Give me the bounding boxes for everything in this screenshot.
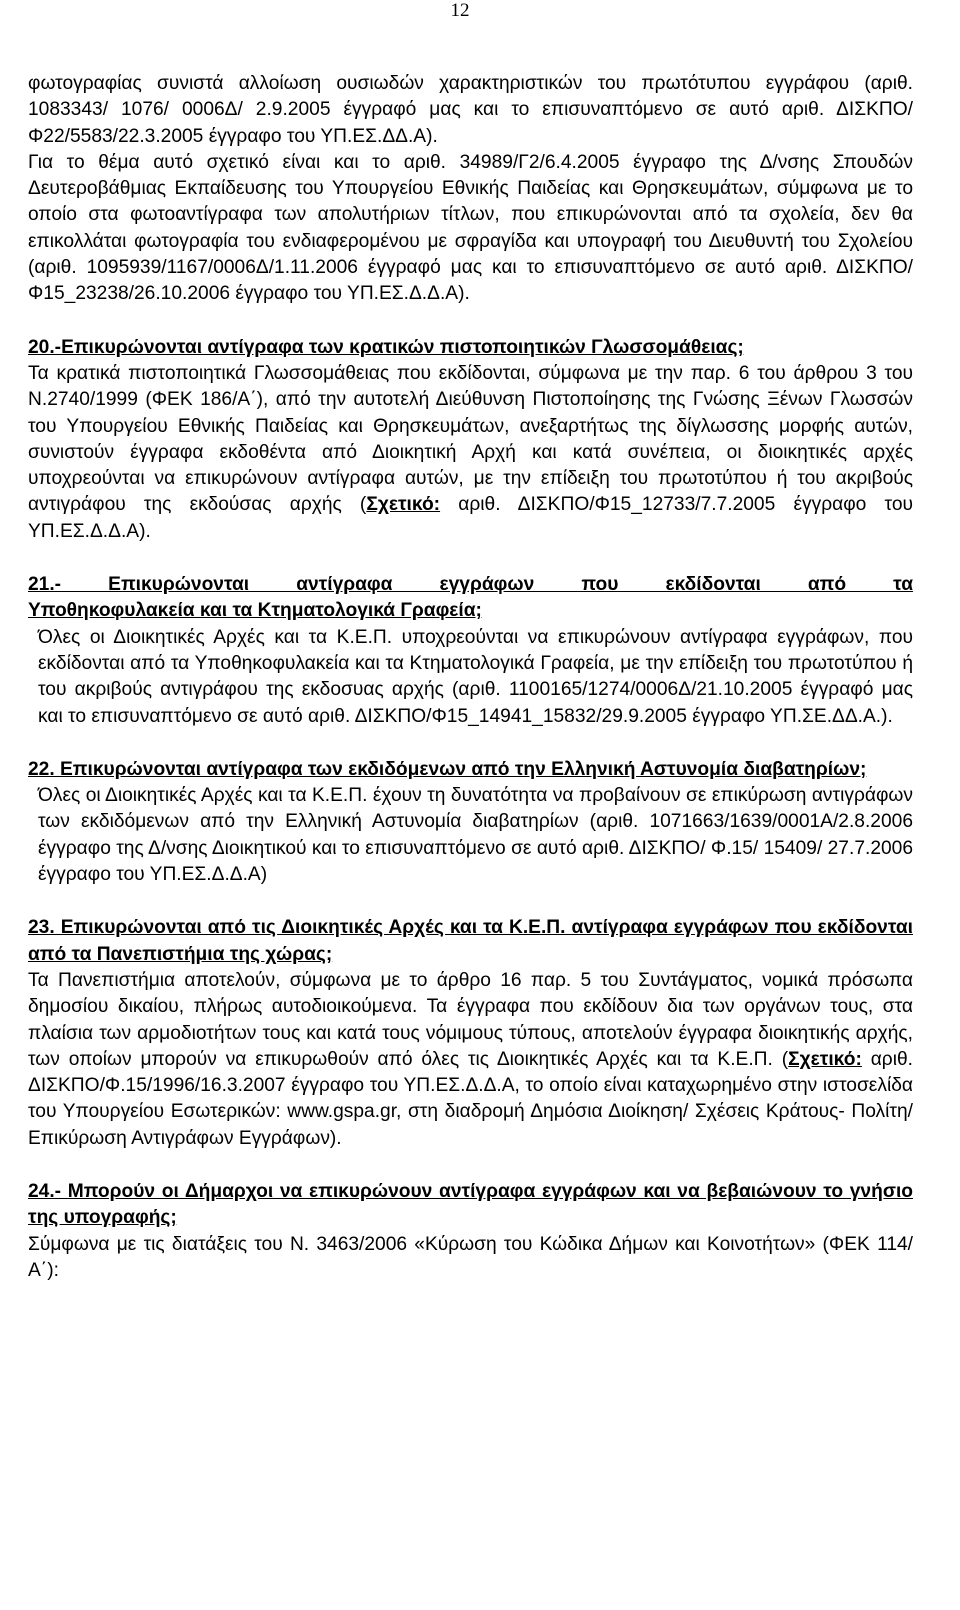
section-23-body-text-end: αριθ. ΔΙΣΚΠΟ/Φ.15/1996/16.3.2007 έγγραφο του ΥΠ.ΕΣ.Δ.Δ.Α, το οποίο είναι καταχωρημένο στην ιστοσελίδα του Υπουργείου Εσωτερικών: www.gspa.gr, στη διαδρομή Δημόσια Διοίκηση/ Σχέσεις Κράτους- Πολίτη/ Επικύρωση Αντιγράφων Εγγράφων). bbox=[28, 1048, 913, 1149]
section-23-reference-label: Σχετικό: bbox=[788, 1048, 862, 1070]
section-23-body bbox=[28, 968, 913, 1152]
section-23-heading: 23. Επικυρώνονται από τις Διοικητικές Αρχές και τα Κ.Ε.Π. αντίγραφα εγγράφων που εκδίδονται από τα Πανεπιστήμια της χώρας; bbox=[28, 917, 913, 965]
section-24-body: Σύμφωνα με τις διατάξεις του Ν. 3463/2006 «Κύρωση του Κώδικα Δήμων και Κοινοτήτων» (ΦΕΚ 114/Α΄): bbox=[28, 1233, 913, 1281]
spacer bbox=[28, 545, 913, 572]
spacer bbox=[28, 730, 913, 757]
section-22-heading: 22. Επικυρώνονται αντίγραφα των εκδιδόμενων από την Ελληνική Αστυνομία διαβατηρίων; bbox=[28, 758, 867, 780]
section-20-heading: 20.-Επικυρώνονται αντίγραφα των κρατικών πιστοποιητικών Γλωσσομάθειας; bbox=[28, 336, 744, 358]
section-20-body-text-end: αριθ. ΔΙΣΚΠΟ/Φ15_12733/7.7.2005 έγγραφο του ΥΠ.ΕΣ.Δ.Δ.Α). bbox=[28, 494, 913, 542]
section-20-body-text: Τα κρατικά πιστοποιητικά Γλωσσομάθειας που εκδίδονται, σύμφωνα με την παρ. 6 του άρθρου 3 του Ν.2740/1999 (ΦΕΚ 186/Α΄), από την αυτοτελή Διεύθυνση Πιστοποίησης της Γνώσης Ξένων Γλωσσών του Υπουργείου Εθνικής Παιδείας και Θρησκευμάτων, ανεξαρτήτως της δίγλωσσης μορφής αυτών, συνιστούν έγγραφα εκδοθέντα από Διοικητική Αρχή και κατά συνέπεια, οι διοικητικές αρχές υποχρεούνται να επικυρώνουν αντίγραφα αυτών, με την επίδειξη του πρωτοτύπου ή του ακριβούς αντιγράφου της εκδούσας αρχής ( bbox=[28, 362, 913, 516]
section-20-reference-label: Σχετικό: bbox=[366, 494, 441, 516]
spacer bbox=[28, 888, 913, 915]
section-21-heading-line-2: Υποθηκοφυλακεία και τα Κτηματολογικά Γραφεία; bbox=[28, 600, 482, 622]
section-20-body bbox=[28, 361, 913, 545]
page-number: 12 bbox=[450, 0, 470, 21]
intro-paragraph-2: Για το θέμα αυτό σχετικό είναι και το αριθ. 34989/Γ2/6.4.2005 έγγραφο της Δ/νσης Σπουδών Δευτεροβάθμιας Εκπαίδευσης του Υπουργείου Εθνικής Παιδείας και Θρησκευμάτων, σύμφωνα με το οποίο στα φωτοαντίγραφα των απολυτήριων τίτλων, που επικυρώνονται από τα σχολεία, δεν θα επικολλάται φωτογραφία του ενδιαφερομένου με σφραγίδα και υπογραφή του Διευθυντή του Σχολείου (αριθ. 1095939/1167/0006Δ/1.11.2006 έγγραφό μας και το επισυναπτόμενο σε αυτό αριθ. ΔΙΣΚΠΟ/Φ15_23238/26.10.2006 έγγραφο του ΥΠ.ΕΣ.Δ.Δ.Α). bbox=[28, 151, 913, 305]
spacer bbox=[28, 308, 913, 335]
spacer bbox=[28, 1152, 913, 1179]
section-21-body: Όλες οι Διοικητικές Αρχές και τα Κ.Ε.Π. υποχρεούνται να επικυρώνουν αντίγραφα εγγράφων, που εκδίδονται από τα Υποθηκοφυλακεία και τα Κτηματολογικά Γραφεία, με την επίδειξη του πρωτοτύπου ή του ακριβούς αντιγράφου της εκδοσυας αρχής (αριθ. 1100165/1274/0006Δ/21.10.2005 έγγραφό μας και το επισυναπτόμενο σε αυτό αριθ. ΔΙΣΚΠΟ/Φ15_14941_15832/29.9.2005 έγγραφο ΥΠ.ΣΕ.ΔΔ.Α.). bbox=[38, 626, 913, 727]
section-24-heading: 24.- Μπορούν οι Δήμαρχοι να επικυρώνουν αντίγραφα εγγράφων και να βεβαιώνουν το γνήσιο της υπογραφής; bbox=[28, 1180, 913, 1229]
intro-paragraph-1: φωτογραφίας συνιστά αλλοίωση ουσιωδών χαρακτηριστικών του πρωτότυπου εγγράφου (αριθ. 1083343/ 1076/ 0006Δ/ 2.9.2005 έγγραφό μας και το επισυναπτόμενο σε αυτό αριθ. ΔΙΣΚΠΟ/Φ22/5583/22.3.2005 έγγραφο του ΥΠ.ΕΣ.ΔΔ.Α). bbox=[28, 73, 913, 147]
section-21-heading-line-1: 21.- Επικυρώνονται αντίγραφα εγγράφων που εκδίδονται από τα bbox=[28, 574, 913, 596]
section-22-body: Όλες οι Διοικητικές Αρχές και τα Κ.Ε.Π. έχουν τη δυνατότητα να προβαίνουν σε επικύρωση αντιγράφων των εκδιδόμενων από την Ελληνική Αστυνομία διαβατηρίων (αριθ. 1071663/1639/0001Α/2.8.2006 έγγραφο της Δ/νσης Διοικητικού και το επισυναπτόμενο σε αυτό αριθ. ΔΙΣΚΠΟ/ Φ.15/ 15409/ 27.7.2006 έγγραφο του ΥΠ.ΕΣ.Δ.Δ.Α) bbox=[38, 785, 913, 886]
document-body bbox=[28, 71, 913, 1284]
section-23-body-text: Τα Πανεπιστήμια αποτελούν, σύμφωνα με το άρθρο 16 παρ. 5 του Συντάγματος, νομικά πρόσωπα δημοσίου δικαίου, πλήρως αυτοδιοικούμενα. Τα έγγραφα που εκδίδουν δια των οργάνων τους, στα πλαίσια των αρμοδιοτήτων τους και κατά τους νόμιμους τύπους, αποτελούν έγγραφα διοικητικής αρχής, των οποίων μπορούν να επικυρωθούν από όλες τις Διοικητικές Αρχές και τα Κ.Ε.Π. ( bbox=[28, 969, 913, 1070]
